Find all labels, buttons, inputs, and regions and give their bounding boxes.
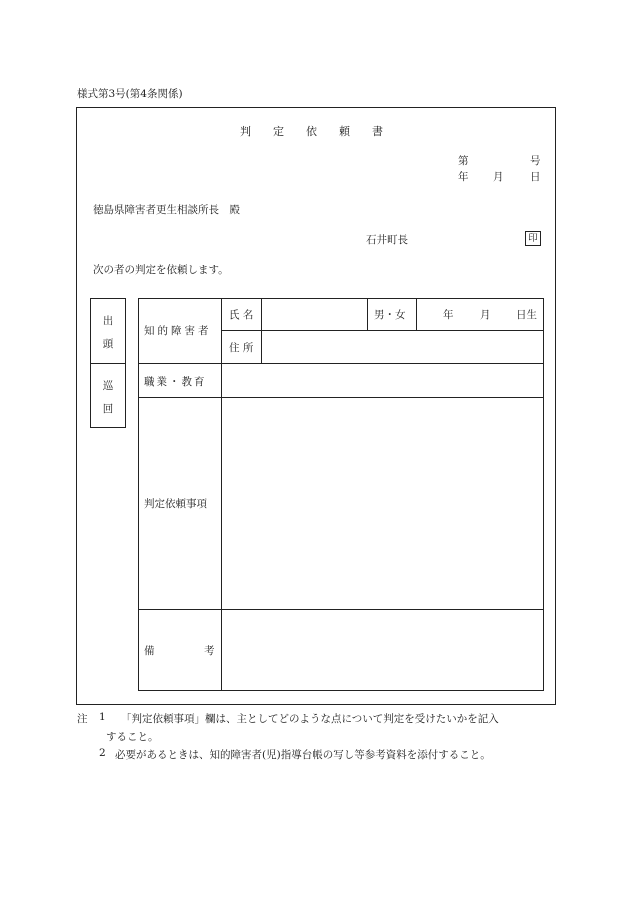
form-title bbox=[240, 123, 405, 139]
gender-field: 男・女 bbox=[374, 309, 406, 321]
note-number-1: 1 bbox=[99, 711, 106, 723]
row-line-occupation bbox=[138, 397, 544, 398]
date-day: 日 bbox=[530, 171, 541, 183]
doc-number-go: 号 bbox=[530, 155, 541, 167]
date-year: 年 bbox=[458, 171, 469, 183]
address-label: 住 所 bbox=[229, 342, 254, 354]
remarks-label-kou: 考 bbox=[204, 645, 215, 657]
title-char: 依 bbox=[306, 125, 317, 138]
note-prefix: 注 bbox=[77, 713, 88, 725]
occupation-label: 職業・教育 bbox=[144, 376, 207, 388]
side-char-tou: 頭 bbox=[102, 338, 114, 350]
row-line-name bbox=[221, 330, 544, 331]
sender: 石井町長 bbox=[366, 234, 408, 246]
title-char: 書 bbox=[372, 125, 383, 138]
row-line-matters bbox=[138, 609, 544, 610]
birth-day: 日生 bbox=[516, 309, 537, 321]
side-char-kai: 回 bbox=[102, 403, 114, 415]
note-line-2: 必要があるときは、知的障害者(児)指導台帳の写し等参考資料を添付すること。 bbox=[115, 749, 491, 761]
note-line-1: 「判定依頼事項」欄は、主としてどのような点について判定を受けたいかを記入 bbox=[121, 713, 499, 725]
col-line-label bbox=[221, 298, 222, 691]
col-line-gender bbox=[367, 298, 368, 330]
addressee: 徳島県障害者更生相談所長 殿 bbox=[93, 204, 240, 216]
request-text: 次の者の判定を依頼します。 bbox=[93, 264, 229, 276]
form-id: 様式第3号(第4条関係) bbox=[77, 88, 183, 100]
title-char: 頼 bbox=[339, 125, 350, 138]
date-month: 月 bbox=[493, 171, 504, 183]
birth-year: 年 bbox=[443, 309, 454, 321]
col-line-birth bbox=[416, 298, 417, 330]
col-line-subl bbox=[261, 298, 262, 363]
note-line-1b: すること。 bbox=[106, 731, 159, 743]
side-char-jun: 巡 bbox=[102, 380, 114, 392]
remarks-label-bi: 備 bbox=[144, 645, 155, 657]
birth-month: 月 bbox=[480, 309, 491, 321]
note-number-2: 2 bbox=[99, 747, 106, 759]
side-char-shutsu: 出 bbox=[102, 315, 114, 327]
row-line-address bbox=[138, 363, 544, 364]
matters-label: 判定依頼事項 bbox=[144, 498, 207, 510]
title-char: 判 bbox=[240, 125, 251, 138]
main-table bbox=[138, 298, 544, 691]
visit-type-divider bbox=[90, 363, 126, 364]
name-label: 氏 名 bbox=[229, 309, 254, 321]
doc-number-dai: 第 bbox=[458, 155, 469, 167]
title-char: 定 bbox=[273, 125, 284, 138]
seal-mark: 印 bbox=[525, 231, 541, 246]
person-label: 知的障害者 bbox=[144, 325, 212, 337]
